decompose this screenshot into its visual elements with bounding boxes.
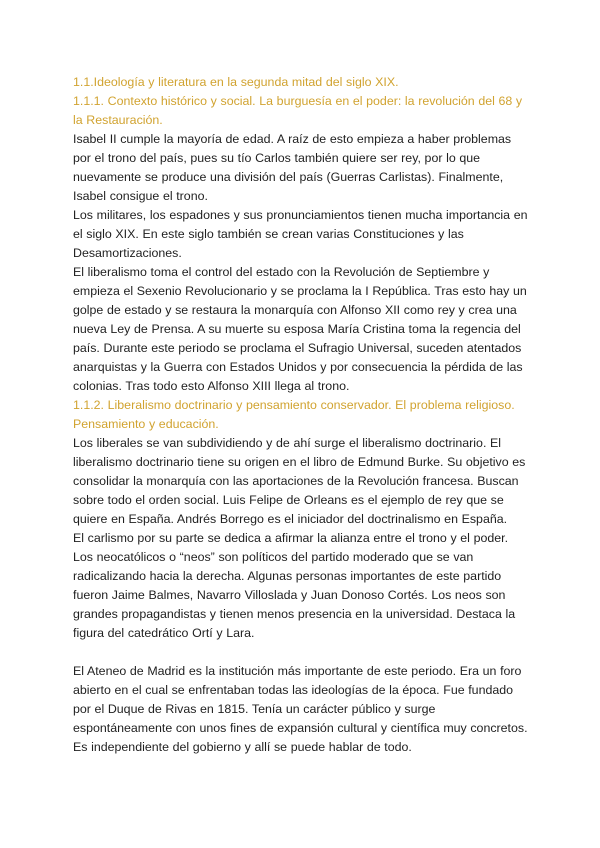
heading-liberalismo-doctrinario: 1.1.2. Liberalismo doctrinario y pensamiento conservador. El problema religioso. Pensamiento y educación. [73,398,515,431]
paragraph-liberalismo-estado: El liberalismo toma el control del estado con la Revolución de Septiembre y empieza el Sexenio Revolucionario y se proclama la I República. Tras esto hay un golpe de estado y se restaura la monarquía con Alfonso XII como rey y crea una nueva Ley de Prensa. A su muerte su esposa María Cristina toma la regencia del país. Durante este periodo se proclama el Sufragio Universal, suceden atentados anarquistas y la Guerra con Estados Unidos y por consecuencia la pérdida de las colonias. Tras todo esto Alfonso XIII llega al trono. [73,265,527,393]
paragraph-isabel-ii: Isabel II cumple la mayoría de edad. A raíz de esto empieza a haber problemas por el trono del país, pues su tío Carlos también quiere ser rey, por lo que nuevamente se produce una división del país (Guerras Carlistas). Finalmente, Isabel consigue el trono. [73,132,512,203]
paragraph-liberales: Los liberales se van subdividiendo y de ahí surge el liberalismo doctrinario. El liberalismo doctrinario tiene su origen en el libro de Edmund Burke. Su objetivo es consolidar la monarquía con las aportaciones de la Revolución francesa. Buscan sobre todo el orden social. Luis Felipe de Orleans es el ejemplo de rey que se quiere en España. Andrés Borrego es el iniciador del doctrinalismo en España. [73,436,526,526]
heading-contexto-historico: 1.1.1. Contexto histórico y social. La burguesía en el poder: la revolución del 68 y la Restauración. [73,94,523,127]
paragraph-ateneo: El Ateneo de Madrid es la institución más importante de este periodo. Era un foro abierto en el cual se enfrentaban todas las ideologías de la época. Fue fundado por el Duque de Rivas en 1815. Tenía un carácter público y surge espontáneamente con unos fines de expansión cultural y científica muy concretos. Es independiente del gobierno y allí se puede hablar de todo. [73,664,528,754]
heading-ideologia-literatura: 1.1.Ideología y literatura en la segunda mitad del siglo XIX. [73,75,399,89]
document-page [73,73,531,757]
paragraph-militares: Los militares, los espadones y sus pronunciamientos tienen mucha importancia en el siglo XIX. En este siglo también se crean varias Constituciones y las Desamortizaciones. [73,208,528,260]
paragraph-carlismo: El carlismo por su parte se dedica a afirmar la alianza entre el trono y el poder. Los neocatólicos o “neos” son políticos del partido moderado que se van radicalizando hacia la derecha. Algunas personas importantes de este partido fueron Jaime Balmes, Navarro Villoslada y Juan Donoso Cortés. Los neos son grandes propagandistas y tienen menos presencia en la universidad. Destaca la figura del catedrático Ortí y Lara. [73,531,516,640]
paragraph-spacer [73,643,531,662]
